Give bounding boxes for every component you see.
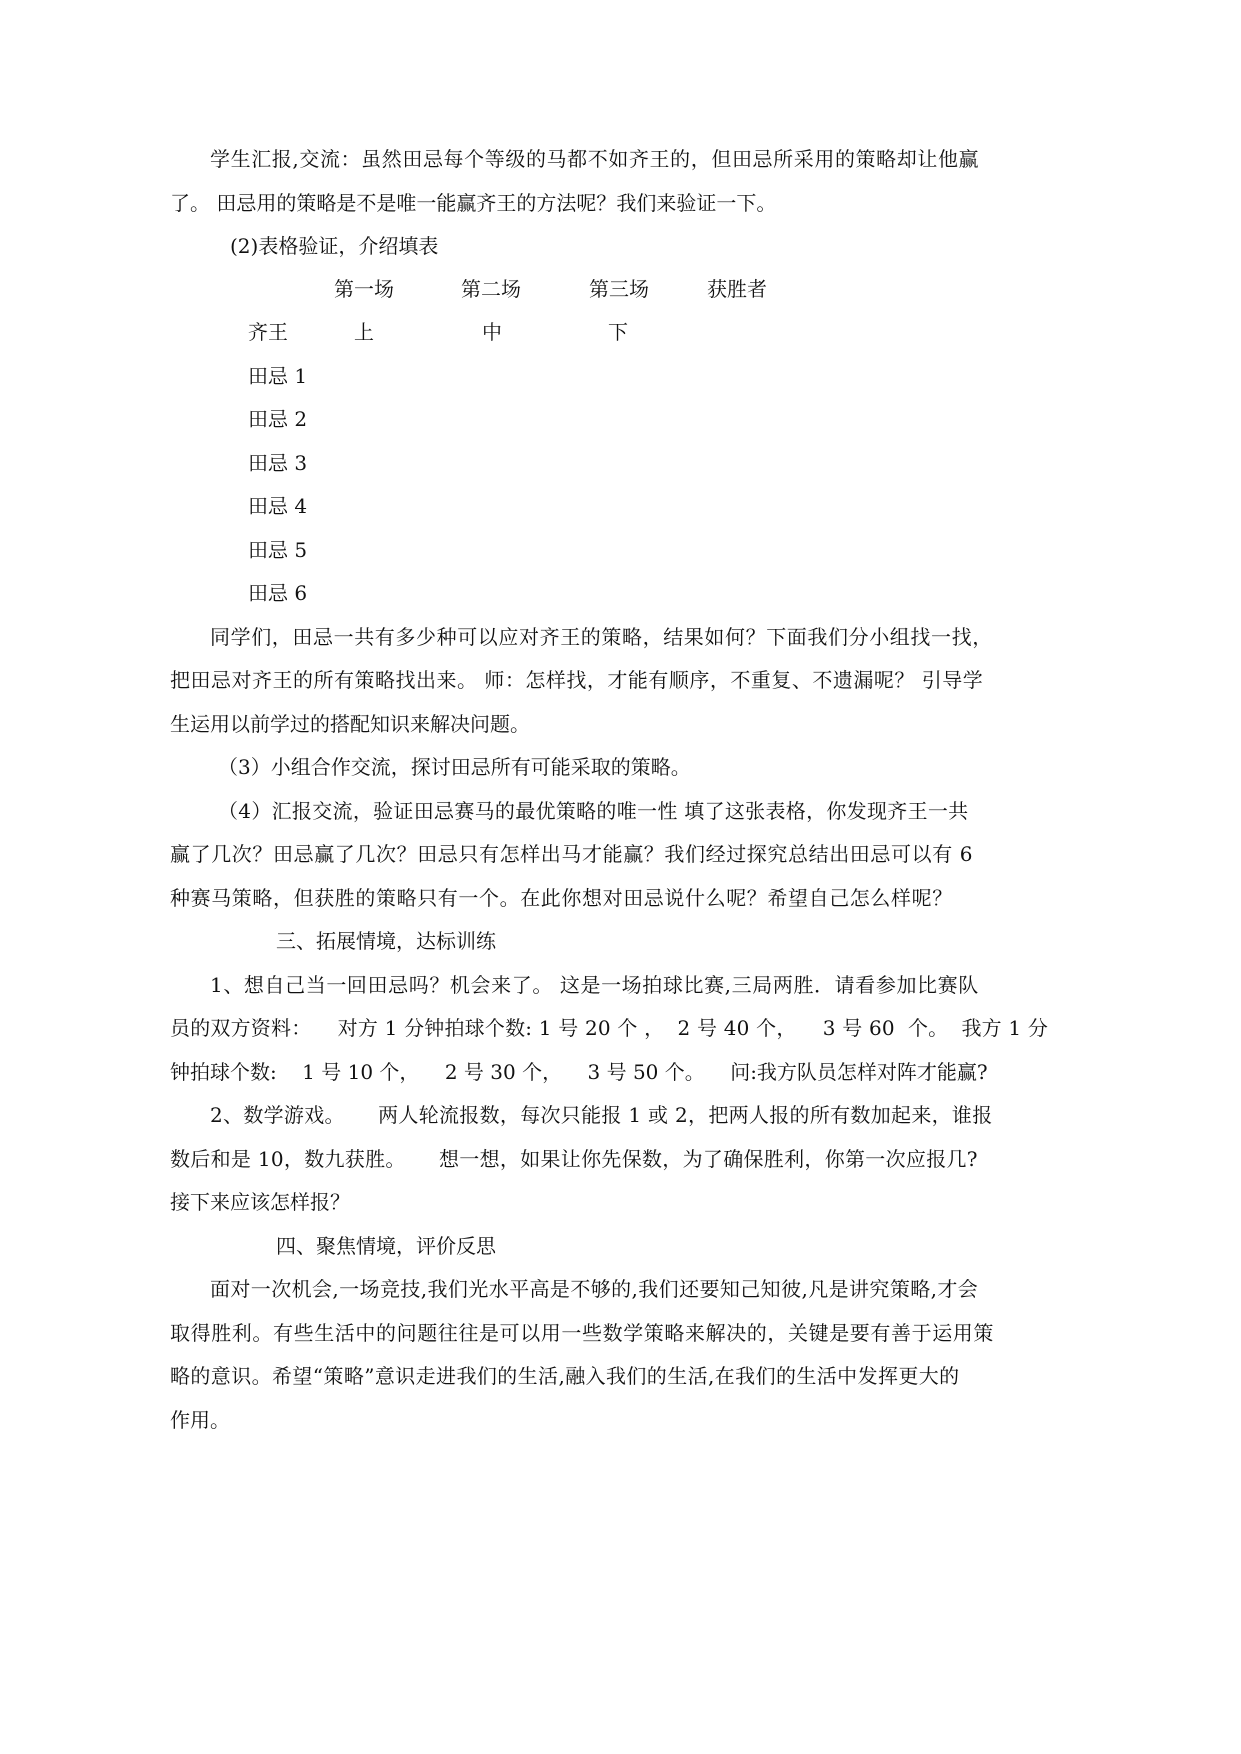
paragraph-6-line-3: 钟拍球个数: 1 号 10 个， 2 号 30 个， 3 号 50 个。 问:我方队员怎样对阵才能赢? <box>170 1060 988 1084</box>
table-row-label: 田忌 4 <box>248 494 308 518</box>
table-header-4: 获胜者 <box>707 277 767 301</box>
table-header-1: 第一场 <box>334 277 394 301</box>
paragraph-7-line-3: 接下来应该怎样报？ <box>170 1190 350 1214</box>
table-cell: 中 <box>482 320 502 344</box>
table-row-label: 齐王 <box>248 320 288 344</box>
table-cell: 下 <box>608 320 628 344</box>
paragraph-3-line-3: 生运用以前学过的搭配知识来解决问题。 <box>170 712 530 736</box>
table-row-label: 田忌 5 <box>248 538 308 562</box>
paragraph-7-line-2: 数后和是 10，数九获胜。 想一想，如果让你先保数，为了确保胜利，你第一次应报几? <box>170 1147 978 1171</box>
paragraph-3-line-1: 同学们，田忌一共有多少种可以应对齐王的策略，结果如何？下面我们分小组找一找， <box>210 625 993 649</box>
table-row-label: 田忌 2 <box>248 407 308 431</box>
paragraph-5-line-3: 种赛马策略，但获胜的策略只有一个。在此你想对田忌说什么呢？希望自己怎么样呢？ <box>170 886 953 910</box>
table-row-label: 田忌 6 <box>248 581 308 605</box>
paragraph-1-line-2: 了。 田忌用的策略是不是唯一能赢齐王的方法呢？我们来验证一下。 <box>170 191 777 215</box>
table-header-3: 第三场 <box>589 277 649 301</box>
paragraph-8-line-1: 面对一次机会,一场竞技,我们光水平高是不够的,我们还要知己知彼,凡是讲究策略,才会 <box>210 1277 979 1301</box>
paragraph-6-line-2: 员的双方资料： 对方 1 分钟拍球个数: 1 号 20 个 ， 2 号 40 个， 3 号 60 个。 我方 1 分 <box>170 1016 1049 1040</box>
paragraph-3-line-2: 把田忌对齐王的所有策略找出来。 师：怎样找，才能有顺序，不重复、不遗漏呢？ 引导学 <box>170 668 984 692</box>
table-cell: 上 <box>354 320 374 344</box>
table-intro: (2)表格验证，介绍填表 <box>230 234 439 258</box>
paragraph-6-line-1: 1、想自己当一回田忌吗？机会来了。 这是一场拍球比赛,三局两胜．请看参加比赛队 <box>210 973 979 997</box>
paragraph-1-line-1: 学生汇报,交流：虽然田忌每个等级的马都不如齐王的，但田忌所采用的策略却让他赢 <box>210 147 980 171</box>
table-header-2: 第二场 <box>461 277 521 301</box>
paragraph-8-line-3: 略的意识。希望“策略”意识走进我们的生活,融入我们的生活,在我们的生活中发挥更大的 <box>170 1364 960 1388</box>
paragraph-5-line-2: 赢了几次？田忌赢了几次？田忌只有怎样出马才能赢？我们经过探究总结出田忌可以有 6 <box>170 842 974 866</box>
section-heading-4: 四、聚焦情境，评价反思 <box>276 1234 496 1258</box>
paragraph-8-line-2: 取得胜利。有些生活中的问题往往是可以用一些数学策略来解决的，关键是要有善于运用策 <box>170 1321 994 1345</box>
table-row-label: 田忌 3 <box>248 451 308 475</box>
paragraph-5-line-1: （4）汇报交流，验证田忌赛马的最优策略的唯一性 填了这张表格，你发现齐王一共 <box>218 799 969 823</box>
table-row-label: 田忌 1 <box>248 364 308 388</box>
paragraph-8-line-4: 作用。 <box>170 1408 230 1432</box>
section-heading-3: 三、拓展情境，达标训练 <box>276 929 496 953</box>
paragraph-7-line-1: 2、数学游戏。 两人轮流报数，每次只能报 1 或 2，把两人报的所有数加起来，谁报 <box>210 1103 993 1127</box>
paragraph-4: （3）小组合作交流，探讨田忌所有可能采取的策略。 <box>218 755 691 779</box>
